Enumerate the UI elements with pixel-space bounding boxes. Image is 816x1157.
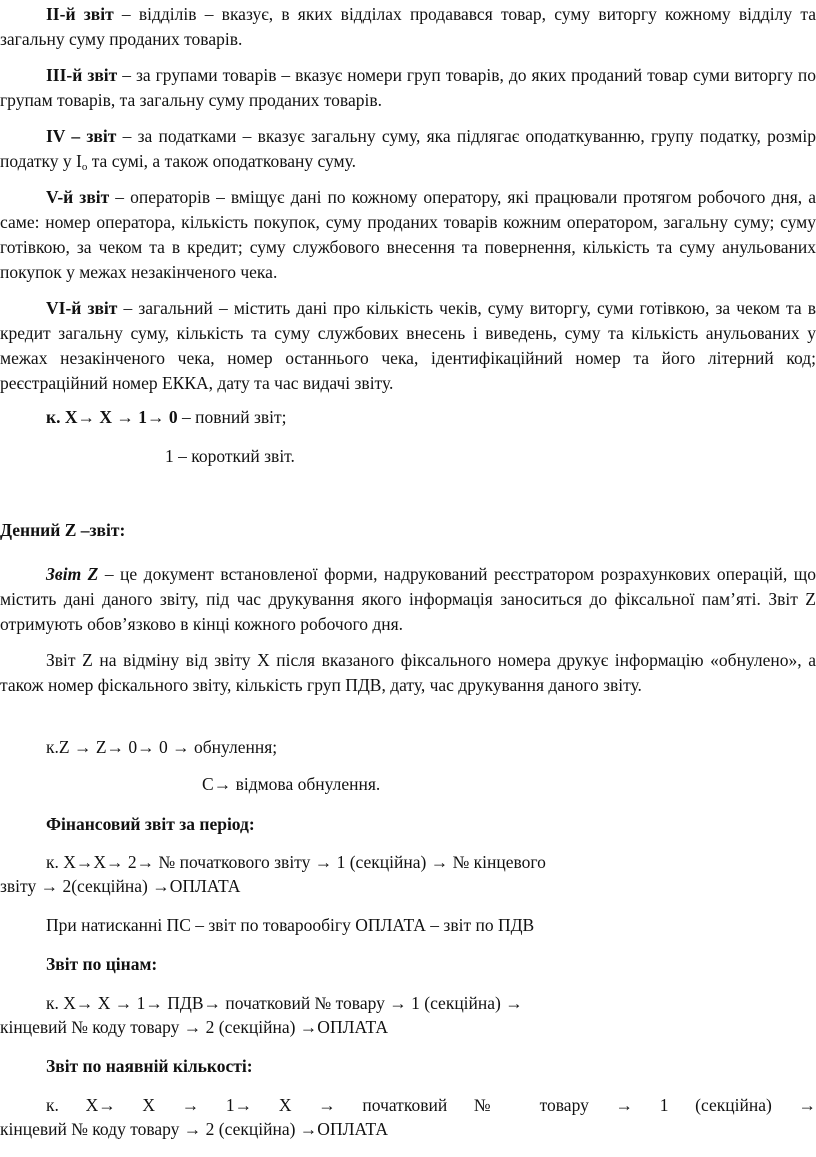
report-2-text: – відділів – вказує, в яких відділах продавався товар, суму виторгу кожному відділу та загальну суму проданих товарів. <box>0 4 816 49</box>
paragraph-report-5 <box>0 185 816 285</box>
report-6-title: VI-й звіт <box>46 298 118 318</box>
stock-seq-line-1: к. Х→ Х → 1→ Х → початковий № товару → 1 (секційна) → <box>46 1095 816 1115</box>
financial-note: При натисканні ПС – звіт по товарообігу ОПЛАТА – звіт по ПДВ <box>46 915 535 935</box>
x-report-seq: к. Х→ Х → 1→ 0 <box>46 407 178 427</box>
price-seq-line-1: к. Х→ Х → 1→ ПДВ→ початковий № товару → 1 (секційна) → <box>46 993 523 1013</box>
report-4-text-a: – за податками – вказує загальну суму, яка підлягає оподаткуванню, групу податку, розмір податку у I <box>0 126 816 171</box>
z-cancel-text: → відмова обнулення. <box>213 774 381 794</box>
paragraph-z-difference: Звіт Z на відміну від звіту Х після вказаного фіксального номера друкує інформацію «обнулено», а також номер фіскального звіту, кількість груп ПДВ, дату, час друкування даного звіту. <box>0 650 816 695</box>
paragraph-report-4 <box>0 124 816 180</box>
price-seq-line-2: кінцевий № коду товару → 2 (секційна) →ОПЛАТА <box>0 1017 389 1037</box>
financial-report-heading: Фінансовий звіт за період: <box>46 814 255 834</box>
paragraph-z-definition <box>0 562 816 637</box>
z-seq-line: к.Z → Z→ 0→ 0 → обнулення; <box>46 737 278 757</box>
z-cancel-line <box>202 772 380 797</box>
financial-seq-line-1: к. Х→Х→ 2→ № початкового звіту → 1 (секційна) → № кінцевого <box>46 852 546 872</box>
financial-seq-line-2: звіту → 2(секційна) →ОПЛАТА <box>0 876 241 896</box>
report-4-title: IV – звіт <box>46 126 117 146</box>
report-3-title: ІІІ-й звіт <box>46 65 118 85</box>
stock-report-heading: Звіт по наявній кількості: <box>46 1056 253 1076</box>
paragraph-report-2 <box>0 2 816 52</box>
report-6-text: – загальний – містить дані про кількість чеків, суму виторгу, суми готівкою, за чеком та в кредит загальну суму, кількість та суму службових внесень і виведень, суму та кількість анульованих у межах незакінченого чека, номер останнього чека, ідентифікаційний номер та його літерний код; реєстраційний номер ЕККА, дату та час видачі звіту. <box>0 298 816 393</box>
report-4-text-b: та сумі, а також оподатковану суму. <box>87 151 356 171</box>
price-report-heading: Звіт по цінам: <box>46 954 158 974</box>
report-2-title: ІІ-й звіт <box>46 4 114 24</box>
x-report-short-line: 1 – короткий звіт. <box>165 446 295 466</box>
daily-z-heading: Денний Z –звіт: <box>0 520 126 540</box>
report-5-title: V-й звіт <box>46 187 110 207</box>
z-definition-text: – це документ встановленої форми, надрукований реєстратором розрахункових операцій, що містить дані даного звіту, під час друкування якого інформація заноситься до фіксальної пам’яті. Звіт Z отримують обов’язково в кінці кожного робочого дня. <box>0 564 816 634</box>
report-5-text: – операторів – вміщує дані по кожному оператору, які працювали протягом робочого дня, а саме: номер оператора, кількість покупок, суму проданих товарів кожним оператором, загальну суму; суму готівкою, за чеком та в кредит; суму службового внесення та повернення, кількість та суму анульованих покупок у межах незакінченого чека. <box>0 187 816 282</box>
stock-seq-line-2: кінцевий № коду товару → 2 (секційна) →ОПЛАТА <box>0 1119 389 1139</box>
z-term: Звіт Z <box>46 564 99 584</box>
report-3-text: – за групами товарів – вказує номери груп товарів, до яких проданий товар суми виторгу по групам товарів, та загальну суму проданих товарів. <box>0 65 816 110</box>
x-report-full-text: – повний звіт; <box>177 407 287 427</box>
paragraph-report-6 <box>0 296 816 396</box>
z-cancel-key: С <box>202 774 214 794</box>
report-4-subscript: o <box>81 161 88 173</box>
x-report-full-line <box>46 405 287 430</box>
paragraph-report-3 <box>0 63 816 113</box>
